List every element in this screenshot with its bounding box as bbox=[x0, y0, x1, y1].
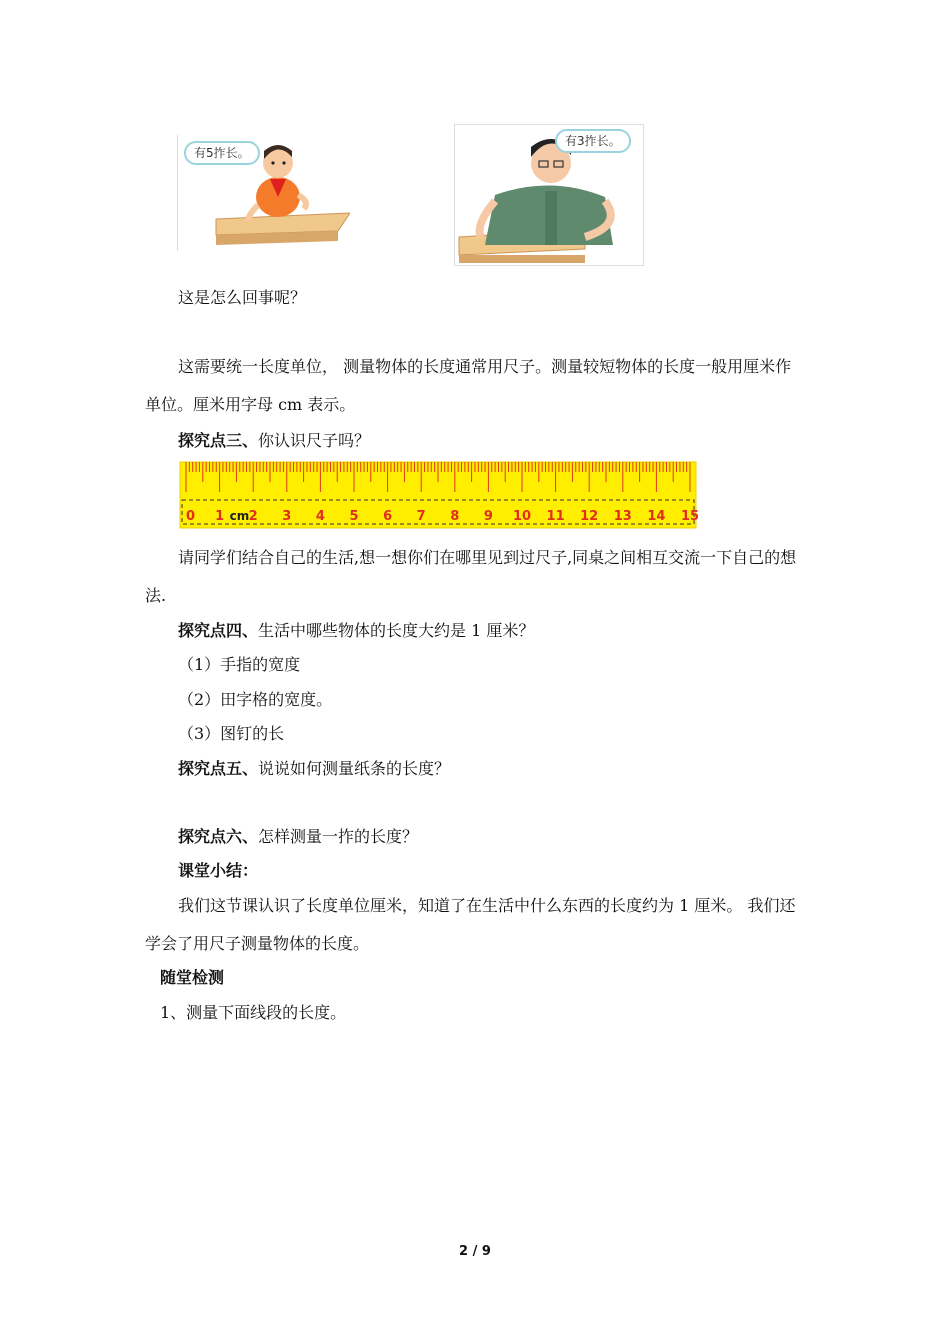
ruler-label: 0 bbox=[186, 509, 196, 524]
man-speech-bubble: 有3拃长。 bbox=[555, 129, 631, 153]
ruler-label: 9 bbox=[483, 509, 493, 524]
paragraph-question: 这是怎么回事呢？ bbox=[178, 288, 307, 307]
man-measuring-figure bbox=[454, 124, 644, 266]
boy-speech-bubble: 有5拃长。 bbox=[184, 141, 260, 165]
heading-text: 生活中哪些物体的长度大约是 1 厘米？ bbox=[258, 621, 535, 640]
ruler-figure bbox=[178, 458, 698, 530]
heading-label: 探究点四、 bbox=[178, 621, 259, 640]
paragraph-discussion: 请同学们结合自己的生活,想一想你们在哪里见到过尺子,同桌之间相互交流一下自己的想法. bbox=[145, 548, 797, 605]
summary-title: 课堂小结： bbox=[178, 861, 259, 880]
heading-explore-3 bbox=[145, 422, 805, 460]
ruler-label: 14 bbox=[647, 509, 666, 524]
question-1: 1、测量下面线段的长度。 bbox=[160, 1003, 347, 1022]
list-item-2: （2）田字格的宽度。 bbox=[178, 690, 333, 709]
heading-explore-4 bbox=[145, 612, 805, 650]
heading-text: 怎样测量一拃的长度？ bbox=[258, 827, 419, 846]
summary-paragraph: 我们这节课认识了长度单位厘米，知道了在生活中什么东西的长度约为 1 厘米。 我们还学会了用尺子测量物体的长度。 bbox=[145, 896, 796, 953]
ruler-label: 12 bbox=[580, 509, 599, 524]
ruler-label: 11 bbox=[546, 509, 565, 524]
test-title: 随堂检测 bbox=[160, 968, 225, 987]
heading-text: 你认识尺子吗？ bbox=[258, 431, 371, 450]
paragraph-unit-explanation: 这需要统一长度单位， 测量物体的长度通常用尺子。测量较短物体的长度一般用厘米作单位。厘米用字母 cm 表示。 bbox=[145, 357, 792, 414]
page-number: 2 / 9 bbox=[459, 1244, 491, 1259]
heading-explore-5 bbox=[145, 750, 805, 788]
heading-label: 探究点三、 bbox=[178, 431, 259, 450]
ruler-label: 10 bbox=[512, 509, 532, 524]
ruler-label: 5 bbox=[349, 509, 359, 524]
ruler-label: 13 bbox=[613, 509, 632, 524]
ruler-unit-label: cm bbox=[229, 509, 250, 523]
list-item-1: （1）手指的宽度 bbox=[178, 655, 301, 674]
ruler-label: 4 bbox=[315, 509, 325, 524]
ruler-label: 1 bbox=[215, 509, 225, 524]
ruler-label: 2 bbox=[248, 509, 258, 524]
ruler-label: 15 bbox=[680, 509, 698, 524]
heading-label: 探究点五、 bbox=[178, 759, 259, 778]
heading-explore-6 bbox=[145, 818, 805, 856]
boy-measuring-figure bbox=[177, 135, 350, 251]
heading-label: 探究点六、 bbox=[178, 827, 259, 846]
ruler-label: 3 bbox=[282, 509, 292, 524]
list-item-3: （3）图钉的长 bbox=[178, 724, 285, 743]
ruler-label: 6 bbox=[383, 509, 393, 524]
heading-text: 说说如何测量纸条的长度？ bbox=[258, 759, 451, 778]
ruler-label: 7 bbox=[416, 509, 426, 524]
ruler-label: 8 bbox=[450, 509, 460, 524]
ruler-svg bbox=[178, 458, 698, 530]
